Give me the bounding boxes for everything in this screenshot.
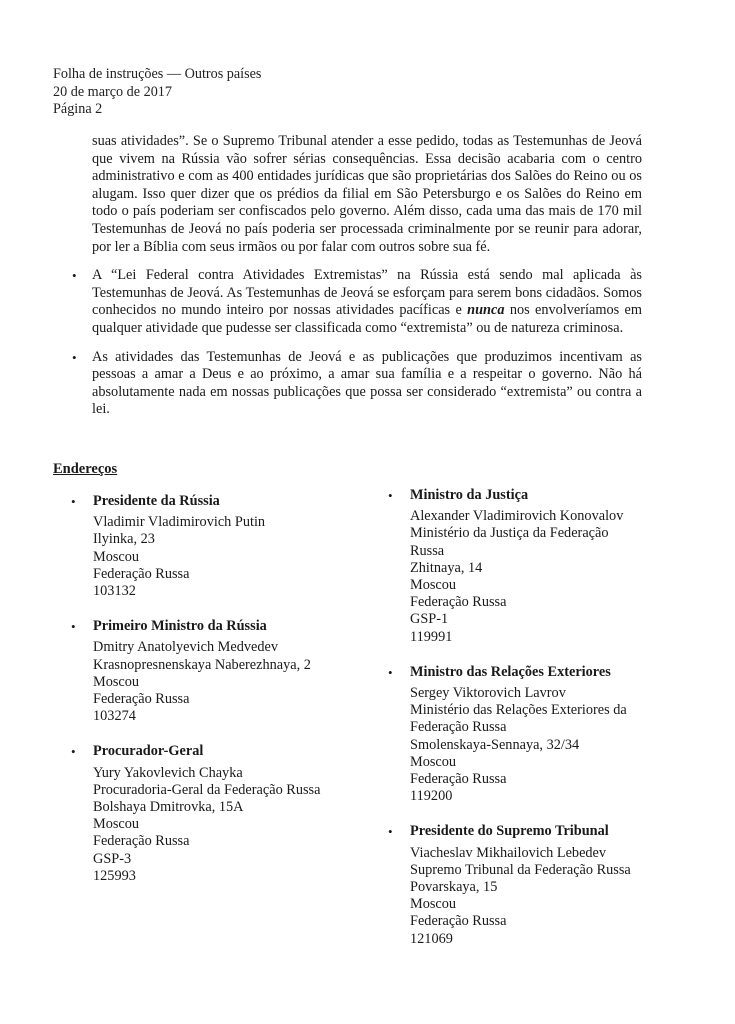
address-title: Presidente do Supremo Tribunal (410, 823, 609, 840)
address-line: Moscou (410, 577, 457, 594)
address-title: Ministro das Relações Exteriores (410, 663, 611, 680)
header-title: Folha de instruções — Outros países (53, 66, 262, 82)
address-line: Moscou (93, 548, 140, 565)
bullet-text-before: A “Lei Federal contra Atividades Extremistas” na Rússia está sendo mal aplicada às Testemunhas de Jeová. As Testemunhas de Jeová se esforçam para serem bons cidadãos. Somos conhecidos no mundo inteiro por nossas atividades pacíficas e (92, 267, 642, 319)
address-entry (388, 823, 650, 947)
bullet-dot-icon: • (388, 824, 393, 840)
address-line: 103274 (93, 708, 136, 725)
bullet-dot-icon: • (388, 664, 393, 680)
bullet-dot-icon: • (71, 494, 76, 509)
page-header (53, 66, 261, 119)
address-entry (388, 663, 650, 806)
address-line: Vladimir Vladimirovich Putin (93, 514, 266, 531)
bullet-text: As atividades das Testemunhas de Jeová e as publicações que produzimos incentivam as pessoas a amar a Deus e ao próximo, a amar sua família e a respeitar o governo. Não há absolutamente nada em nossas publicações que possa ser considerado “extremista” ou contra a lei. (92, 348, 642, 418)
address-line: Povarskaya, 15 (410, 879, 498, 896)
bullet-dot-icon: • (72, 268, 77, 284)
address-line: Federação Russa (410, 719, 507, 736)
address-line: Ministério das Relações Exteriores da (410, 702, 627, 719)
address-line: Russa (410, 542, 445, 559)
address-line: 121069 (410, 930, 453, 947)
header-date: 20 de março de 2017 (53, 83, 172, 100)
address-line: GSP-3 (93, 850, 132, 867)
intro-paragraph: suas atividades”. Se o Supremo Tribunal atender a esse pedido, todas as Testemunhas de Jeová que vivem na Rússia vão sofrer sérias consequências. Essa decisão acabaria com o centro administrativo e com as 400 entidades jurídicas que são proprietárias dos Salões do Reino ou os alugam. Isso quer dizer que os prédios da filial em São Petersburgo e os Salões do Reino em todo o país poderiam ser confiscados pelo governo. Além disso, cada uma das mais de 170 mil Testemunhas de Jeová no país poderia ser processada criminalmente por se reunir para adorar, por ler a Bíblia com seus irmãos ou por falar com outros sobre sua fé. (92, 133, 642, 255)
address-title: Presidente da Rússia (93, 493, 220, 509)
address-title: Primeiro Ministro da Rússia (93, 618, 267, 635)
address-line: Alexander Vladimirovich Konovalov (410, 508, 624, 525)
bullet-dot-icon: • (388, 488, 393, 503)
address-line: Bolshaya Dmitrovka, 15A (93, 799, 244, 816)
address-line: Dmitry Anatolyevich Medvedev (93, 639, 279, 656)
address-line: Moscou (93, 673, 140, 690)
address-line: Yury Yakovlevich Chayka (93, 764, 243, 781)
address-line: Federação Russa (410, 771, 507, 788)
address-line: Federação Russa (93, 565, 190, 582)
address-line: Supremo Tribunal da Federação Russa (410, 861, 631, 878)
address-line: 119991 (410, 628, 453, 645)
address-line: 125993 (93, 867, 136, 884)
address-line: Procuradoria-Geral da Federação Russa (93, 781, 321, 798)
bullet-paragraph (72, 348, 642, 419)
address-entry (71, 493, 383, 600)
bullet-text-after: nos envolveríamos em qualquer atividade que pudesse ser classificada como “extremista” ou de natureza criminosa. (92, 302, 642, 336)
address-line: Krasnopresnenskaya Naberezhnaya, 2 (93, 656, 311, 673)
address-line: Federação Russa (410, 594, 507, 611)
address-line: Sergey Viktorovich Lavrov (410, 685, 566, 702)
address-line: Ministério da Justiça da Federação (410, 525, 609, 542)
address-line: Viacheslav Mikhailovich Lebedev (410, 844, 607, 861)
address-title: Ministro da Justiça (410, 487, 529, 503)
address-entry (388, 487, 650, 646)
bullet-dot-icon: • (72, 349, 77, 365)
address-line: Federação Russa (93, 691, 190, 708)
address-line: Moscou (93, 816, 140, 833)
header-page-number: Página 2 (53, 101, 103, 117)
address-line: Ilyinka, 23 (93, 531, 155, 548)
address-entry (71, 743, 383, 885)
address-line: 119200 (410, 788, 453, 805)
address-line: Zhitnaya, 14 (410, 559, 483, 576)
addresses-left-column (71, 493, 383, 903)
bullet-text (92, 267, 642, 337)
address-line: 103132 (93, 583, 136, 600)
body-text (72, 133, 642, 419)
address-line: GSP-1 (410, 611, 449, 628)
address-line: Federação Russa (93, 833, 190, 850)
address-line: Moscou (410, 753, 457, 770)
address-line: Federação Russa (410, 913, 507, 930)
address-line: Moscou (410, 896, 457, 913)
addresses-right-column (388, 487, 650, 966)
address-line: Smolenskaya-Sennaya, 32/34 (410, 736, 580, 753)
address-entry (71, 618, 383, 725)
addresses-heading: Endereços (53, 461, 118, 477)
bullet-dot-icon: • (71, 619, 76, 635)
bullet-emphasis: nunca (467, 302, 505, 319)
bullet-paragraph (72, 267, 642, 337)
bullet-dot-icon: • (71, 744, 76, 760)
address-title: Procurador-Geral (93, 743, 204, 760)
